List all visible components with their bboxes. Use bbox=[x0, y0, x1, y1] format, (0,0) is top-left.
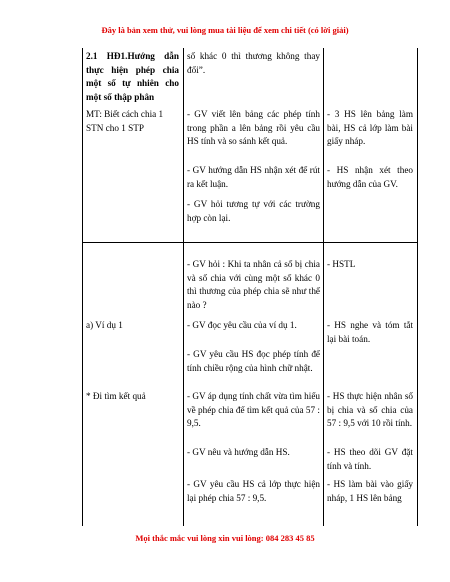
row-divider bbox=[82, 242, 418, 243]
student-multiply-by-ten: - HS thực hiện nhân số bị chia và số chia của 57 : 9,5 với 10 rồi tính. bbox=[327, 391, 413, 428]
column-divider-1 bbox=[183, 48, 184, 526]
student-follow-teacher: - HS theo dõi GV đặt tính và tính. bbox=[327, 447, 413, 471]
lesson-table bbox=[82, 48, 418, 526]
table-border-left bbox=[82, 48, 83, 526]
teacher-note-continued: số khác 0 thì thương không thay đổi”. bbox=[187, 51, 320, 75]
example-label: a) Ví dụ 1 bbox=[86, 320, 123, 330]
teacher-read-example: - GV đọc yêu cầu của ví dụ 1. bbox=[187, 320, 297, 330]
preview-banner: Đây là bản xem thử, vui lòng mua tài liệu để xem chi tiết (có lời giải) bbox=[101, 25, 349, 35]
teacher-step-conclude: - GV hướng dẫn HS nhận xét để rút ra kết luận. bbox=[187, 165, 320, 189]
teacher-calc-width: - GV yêu cầu HS đọc phép tính để tính chiều rộng của hình chữ nhật. bbox=[187, 349, 320, 373]
student-answer: - HSTL bbox=[327, 259, 356, 269]
teacher-question: - GV hỏi : Khi ta nhân cả số bị chia và số chia với cùng một số khác 0 thì thương của phép chia sẽ như thế nào ? bbox=[187, 259, 320, 310]
teacher-step-other-cases: - GV hỏi tương tự với các trường hợp còn lại. bbox=[187, 199, 320, 223]
teacher-apply-property: - GV áp dụng tính chất vừa tìm hiểu về phép chia để tìm kết quả của 57 : 9,5. bbox=[187, 391, 320, 428]
find-result-label: * Đi tìm kết quả bbox=[86, 391, 146, 401]
student-step-comment: - HS nhận xét theo hướng dẫn của GV. bbox=[327, 165, 413, 189]
teacher-guide: - GV nêu và hướng dẫn HS. bbox=[187, 447, 290, 457]
student-draft-work: - HS làm bài vào giấy nháp, 1 HS lên bảng bbox=[327, 479, 413, 503]
teacher-redo-division: - GV yêu cầu HS cả lớp thực hiện lại phép chia 57 : 9,5. bbox=[187, 479, 320, 503]
student-step-board-work: - 3 HS lên bảng làm bài, HS cả lớp làm bài giấy nháp. bbox=[327, 109, 413, 146]
table-border-right bbox=[417, 48, 418, 526]
activity-goal: MT: Biết cách chia 1 STN cho 1 STP bbox=[86, 109, 164, 133]
column-divider-2 bbox=[323, 48, 324, 526]
student-summarize: - HS nghe và tóm tắt lại bài toán. bbox=[327, 320, 413, 344]
contact-footer: Mọi thắc mắc vui lòng xin vui lòng: 084 283 45 85 bbox=[135, 533, 315, 543]
teacher-step-write-board: - GV viết lên bảng các phép tính trong phần a lên bảng rồi yêu cầu HS tính và so sánh kết quả. bbox=[187, 109, 320, 146]
activity-heading: 2.1 HĐ1.Hướng dẫn thực hiện phép chia một số tự nhiên cho một số thập phân bbox=[86, 51, 179, 102]
